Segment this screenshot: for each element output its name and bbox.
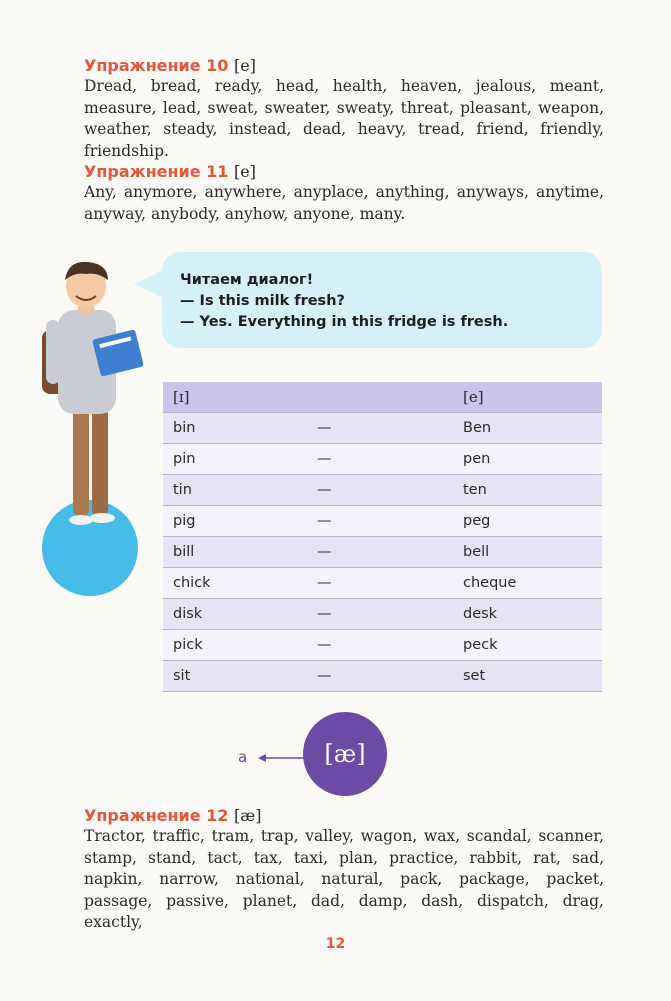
- exercise-11: [84, 162, 604, 225]
- phoneme-circle: [æ]: [303, 712, 387, 796]
- dialog: [180, 270, 508, 333]
- exercise-12-text: Tractor, traffic, tram, trap, valley, wagon, wax, scandal, scanner, stamp, stand, tact, tax, taxi, plan, practice, rabbit, rat, sad, napkin, narrow, national, natural, pack, package, packet, passage, passive, planet, dad, damp, dash, dispatch, drag, exactly,: [84, 827, 604, 931]
- table-row: [163, 413, 602, 444]
- table-cell: ten: [463, 482, 487, 498]
- table-row: [163, 475, 602, 506]
- exercise-12: [84, 806, 604, 934]
- table-cell: cheque: [463, 575, 517, 591]
- exercise-12-title-text: Упражнение 12: [84, 806, 229, 825]
- table-dash: —: [317, 575, 332, 591]
- table-header-row: [163, 382, 602, 413]
- table-header-cell: [ɪ]: [173, 388, 190, 406]
- table-cell: chick: [173, 575, 211, 591]
- table-dash: —: [317, 668, 332, 684]
- exercise-12-title: [84, 806, 604, 826]
- speech-bubble-tail: [134, 270, 164, 298]
- exercise-11-phoneme: [e]: [234, 162, 256, 181]
- student-illustration-icon: [28, 258, 153, 598]
- table-dash: —: [317, 544, 332, 560]
- table-cell: bell: [463, 544, 490, 560]
- dialog-line: — Yes. Everything in this fridge is fresh.: [180, 314, 509, 330]
- table-dash: —: [317, 637, 332, 653]
- exercise-11-title-text: Упражнение 11: [84, 162, 229, 181]
- exercise-11-text: Any, anymore, anywhere, anyplace, anything, anyways, anytime, anyway, anybody, anyhow, anyone, many.: [84, 183, 604, 223]
- table-cell: pick: [173, 637, 203, 653]
- exercise-10-text: Dread, bread, ready, head, health, heaven, jealous, meant, measure, lead, sweat, sweater, sweaty, threat, pleasant, weapon, weather, steady, instead, dead, heavy, tread, friend, friendly, friendship.: [84, 77, 604, 160]
- dialog-heading: Читаем диалог!: [180, 272, 314, 288]
- table-cell: pen: [463, 451, 491, 467]
- table-header-cell: [e]: [463, 388, 484, 406]
- table-row: [163, 568, 602, 599]
- table-cell: set: [463, 668, 486, 684]
- table-cell: sit: [173, 668, 191, 684]
- table-cell: peg: [463, 513, 491, 529]
- table-cell: tin: [173, 482, 192, 498]
- exercise-10: [84, 56, 604, 162]
- table-cell: peck: [463, 637, 498, 653]
- table-row: [163, 444, 602, 475]
- sound-letter: a: [238, 748, 248, 766]
- table-cell: bill: [173, 544, 195, 560]
- table-cell: disk: [173, 606, 203, 622]
- table-dash: —: [317, 606, 332, 622]
- exercise-10-title: [84, 56, 604, 76]
- dialog-line: — Is this milk fresh?: [180, 293, 345, 309]
- table-row: [163, 661, 602, 692]
- table-dash: —: [317, 451, 332, 467]
- exercise-10-title-text: Упражнение 10: [84, 56, 229, 75]
- table-dash: —: [317, 482, 332, 498]
- table-dash: —: [317, 513, 332, 529]
- arrow-left-icon: [258, 752, 304, 764]
- table-cell: bin: [173, 420, 196, 436]
- table-row: [163, 537, 602, 568]
- minimal-pairs-table: [163, 382, 602, 692]
- table-cell: pin: [173, 451, 196, 467]
- table-cell: pig: [173, 513, 196, 529]
- table-dash: —: [317, 420, 332, 436]
- exercise-11-title: [84, 162, 604, 182]
- table-row: [163, 599, 602, 630]
- table-cell: desk: [463, 606, 498, 622]
- table-row: [163, 630, 602, 661]
- table-cell: Ben: [463, 420, 492, 436]
- exercise-12-phoneme: [æ]: [234, 806, 262, 825]
- exercise-10-phoneme: [e]: [234, 56, 256, 75]
- page-number: 12: [325, 936, 346, 952]
- table-row: [163, 506, 602, 537]
